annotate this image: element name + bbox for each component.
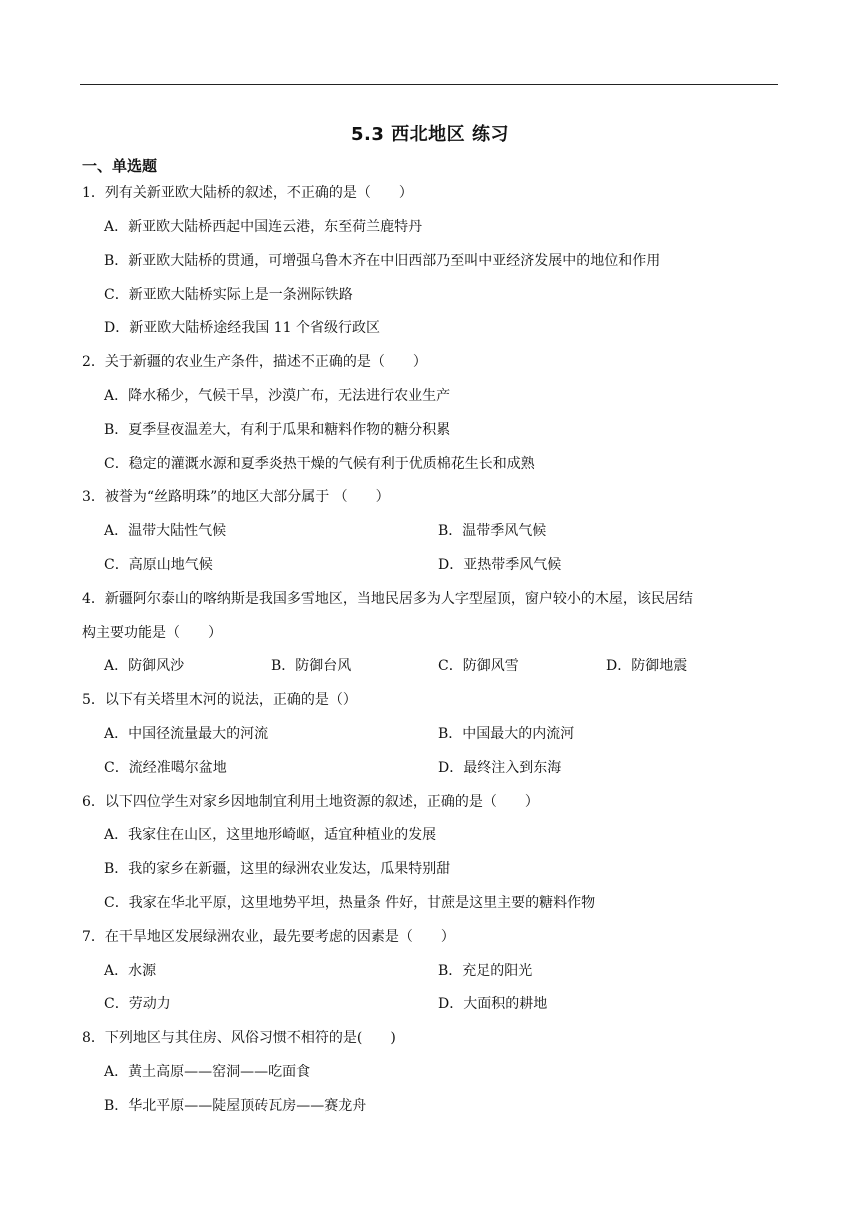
question-2-option-b[interactable]: B．夏季昼夜温差大，有利于瓜果和糖料作物的糖分积累 (104, 422, 451, 438)
question-4-stem-line-2: 构主要功能是（ ） (82, 625, 222, 641)
question-3-option-b[interactable]: B．温带季风气候 (438, 523, 547, 539)
question-5-option-d[interactable]: D．最终注入到东海 (438, 760, 562, 776)
question-2-stem: 2．关于新疆的农业生产条件，描述不正确的是（ ） (82, 354, 427, 370)
header-rule (80, 84, 778, 85)
question-5-option-a[interactable]: A．中国径流量最大的河流 (104, 726, 269, 742)
question-5-option-b[interactable]: B．中国最大的内流河 (438, 726, 575, 742)
question-6-option-b[interactable]: B．我的家乡在新疆，这里的绿洲农业发达，瓜果特别甜 (104, 861, 451, 877)
question-4-option-a[interactable]: A．防御风沙 (104, 658, 185, 674)
question-3-option-a[interactable]: A．温带大陆性气候 (104, 523, 227, 539)
question-7-option-a[interactable]: A．水源 (104, 963, 157, 979)
section-heading: 一、单选题 (82, 157, 158, 175)
question-4-option-b[interactable]: B．防御台风 (271, 658, 352, 674)
question-4-stem-line-1: 4．新疆阿尔泰山的喀纳斯是我国多雪地区，当地民居多为人字型屋顶，窗户较小的木屋，该民居结 (82, 591, 693, 607)
question-2-option-c[interactable]: C．稳定的灌溉水源和夏季炎热干燥的气候有利于优质棉花生长和成熟 (104, 456, 535, 472)
question-1-option-b[interactable]: B．新亚欧大陆桥的贯通，可增强乌鲁木齐在中旧西部乃至叫中亚经济发展中的地位和作用 (104, 253, 661, 269)
question-7-option-c[interactable]: C．劳动力 (104, 996, 171, 1012)
question-8-option-b[interactable]: B．华北平原——陡屋顶砖瓦房——赛龙舟 (104, 1098, 367, 1114)
question-3-stem: 3．被誉为“丝路明珠”的地区大部分属于 （ ） (82, 489, 390, 505)
question-7-stem: 7．在干旱地区发展绿洲农业，最先要考虑的因素是（ ） (82, 929, 455, 945)
question-5-stem: 5．以下有关塔里木河的说法，正确的是（） (82, 692, 357, 708)
question-8-stem: 8．下列地区与其住房、风俗习惯不相符的是( ) (82, 1030, 396, 1046)
question-1-option-d[interactable]: D．新亚欧大陆桥途经我国 11 个省级行政区 (104, 320, 380, 336)
question-7-option-d[interactable]: D．大面积的耕地 (438, 996, 548, 1012)
question-4-option-d[interactable]: D．防御地震 (606, 658, 688, 674)
question-1-stem: 1．列有关新亚欧大陆桥的叙述，不正确的是（ ） (82, 185, 413, 201)
page-title: 5.3 西北地区 练习 (351, 124, 509, 145)
question-7-option-b[interactable]: B．充足的阳光 (438, 963, 533, 979)
question-3-option-d[interactable]: D．亚热带季风气候 (438, 557, 562, 573)
question-2-option-a[interactable]: A．降水稀少，气候干旱，沙漠广布，无法进行农业生产 (104, 388, 451, 404)
question-6-option-c[interactable]: C．我家在华北平原，这里地势平坦，热量条 件好，甘蔗是这里主要的糖料作物 (104, 895, 596, 911)
question-1-option-c[interactable]: C．新亚欧大陆桥实际上是一条洲际铁路 (104, 287, 353, 303)
question-8-option-a[interactable]: A．黄土高原——窑洞——吃面食 (104, 1064, 311, 1080)
question-4-option-c[interactable]: C．防御风雪 (438, 658, 519, 674)
question-6-stem: 6．以下四位学生对家乡因地制宜利用土地资源的叙述，正确的是（ ） (82, 794, 539, 810)
question-1-option-a[interactable]: A．新亚欧大陆桥西起中国连云港，东至荷兰鹿特丹 (104, 219, 423, 235)
question-3-option-c[interactable]: C．高原山地气候 (104, 557, 213, 573)
question-5-option-c[interactable]: C．流经准噶尔盆地 (104, 760, 227, 776)
question-6-option-a[interactable]: A．我家住在山区，这里地形崎岖，适宜种植业的发展 (104, 827, 437, 843)
